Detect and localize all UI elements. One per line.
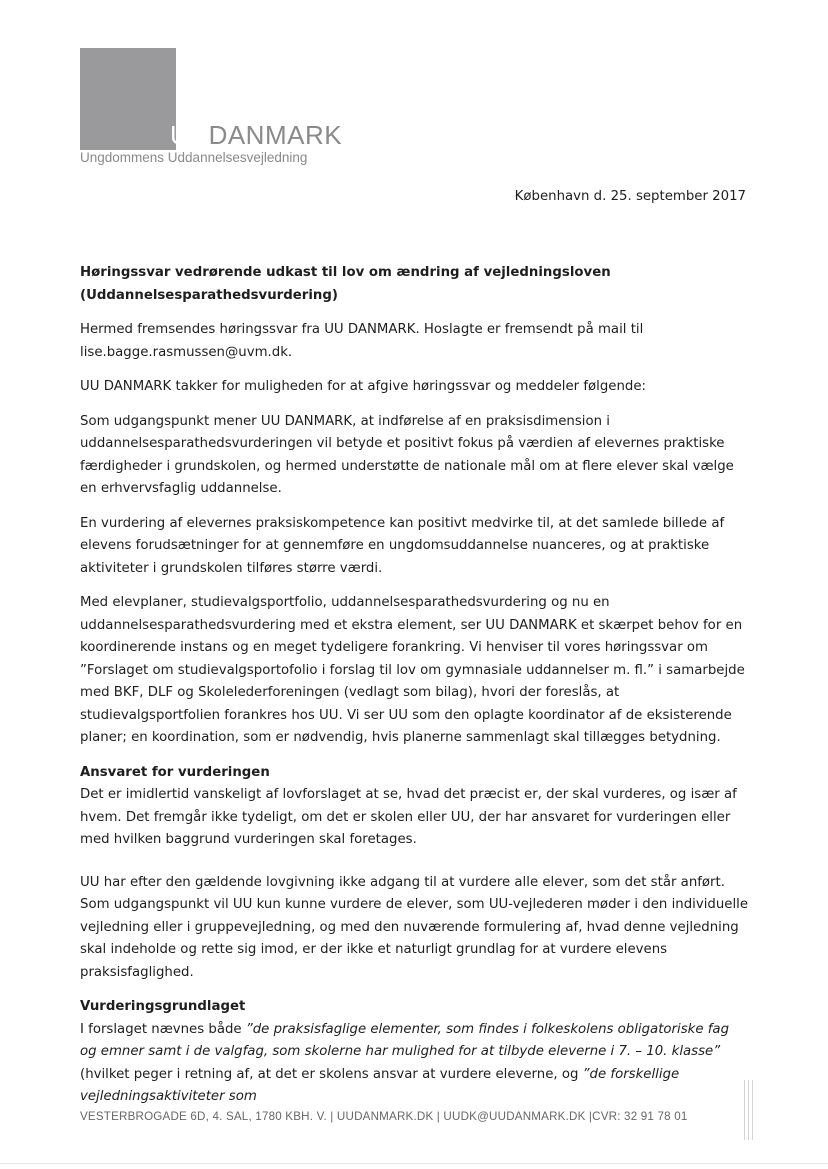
scan-artifact-line [748,1080,749,1140]
paragraph-5: Med elevplaner, studievalgsportfolio, uddannelsesparathedsvurdering og nu en uddannelsesparathedsvurdering med et ekstra element, ser UU DANMARK et skærpet behov for en koordinerende instans og en meget tydeligere forankring. Vi henviser til vores høringssvar om ”Forslaget om studievalgsportofolio i forslag til lov om gymnasiale uddannelser m. fl.” i samarbejde med BKF, DLF og Skolelederforeningen (vedlagt som bilag), hvori der foreslås, at studievalgsportfolien forankres hos UU. Vi ser UU som den oplagte koordinator af de eksisterende planer; en koordination, som er nødvendig, hvis planerne sammenlagt skal tillægges betydning. [80,595,745,745]
footer-address: VESTERBROGADE 6D, 4. SAL, 1780 KBH. V. | UUDANMARK.DK | UUDK@UUDANMARK.DK |CVR: 32 91 78 01 [80,1110,688,1123]
logo-block [80,48,176,150]
scan-artifact-line [744,1080,745,1140]
subject-heading: Høringssvar vedrørende udkast til lov om ændring af vejledningsloven (Uddannelsesparathedsvurdering) [80,265,611,303]
letter-body [80,262,748,1121]
section2-paragraph [80,1019,748,1109]
logo-wordmark [170,122,342,148]
logo-uu: UU [170,120,209,150]
date-line: København d. 25. september 2017 [514,189,746,204]
section-heading-ansvaret: Ansvaret for vurderingen [80,764,270,780]
page-bottom-edge [0,1163,828,1164]
section2-text-b: (hvilket peger i retning af, at det er skolens ansvar at vurdere eleverne, og [80,1066,583,1082]
section1-paragraph-1: Det er imidlertid vanskeligt af lovforslaget at se, hvad det præcist er, der skal vurderes, og især af hvem. Det fremgår ikke tydeligt, om det er skolen eller UU, der har ansvaret for vurderingen eller med hvilken baggrund vurderingen skal foretages. [80,787,737,847]
paragraph-4: En vurdering af elevernes praksiskompetence kan positivt medvirke til, at det samlede billede af elevens forudsætninger for at gennemføre en ungdomsuddannelse nuanceres, og at praktiske aktiviteter i grundskolen tilføres større værdi. [80,515,725,576]
scan-artifact-line [752,1080,753,1140]
section2-quote-a: ”de praksisfaglige elementer, som findes i folkeskolens obligatoriske fag og emner samt i de valgfag, som skolerne har mulighed for at tilbyde eleverne i 7. – 10. klasse” [80,1021,730,1059]
paragraph-2: UU DANMARK takker for muligheden for at afgive høringssvar og meddeler følgende: [80,379,646,394]
logo-danmark: DANMARK [208,120,343,150]
section2-text-a: I forslaget nævnes både [80,1021,246,1037]
section-heading-vurderingsgrundlaget: Vurderingsgrundlaget [80,999,246,1014]
paragraph-1: Hermed fremsendes høringssvar fra UU DANMARK. Hoslagte er fremsendt på mail til lise.bagge.rasmussen@uvm.dk. [80,322,644,360]
paragraph-3: Som udgangspunkt mener UU DANMARK, at indførelse af en praksisdimension i uddannelsesparathedsvurderingen vil betyde et positivt fokus på værdien af elevernes praktiske færdigheder i grundskolen, og hermed understøtte de nationale mål om at flere elever skal vælge en erhvervsfaglig uddannelse. [80,413,734,496]
section1-paragraph-2: UU har efter den gældende lovgivning ikke adgang til at vurdere alle elever, som det står anført. Som udgangspunkt vil UU kun kunne vurdere de elever, som UU-vejlederen møder i den individuelle vejledning eller i gruppevejledning, og med den nuværende formulering af, hvad denne vejledning skal indeholde og rette sig imod, er der ikke et naturligt grundlag for at vurdere elevens praksisfaglighed. [80,874,749,980]
logo-subtitle: Ungdommens Uddannelsesvejledning [80,150,308,165]
section2-quote-b: ”de forskellige vejledningsaktiviteter som [80,1066,680,1104]
